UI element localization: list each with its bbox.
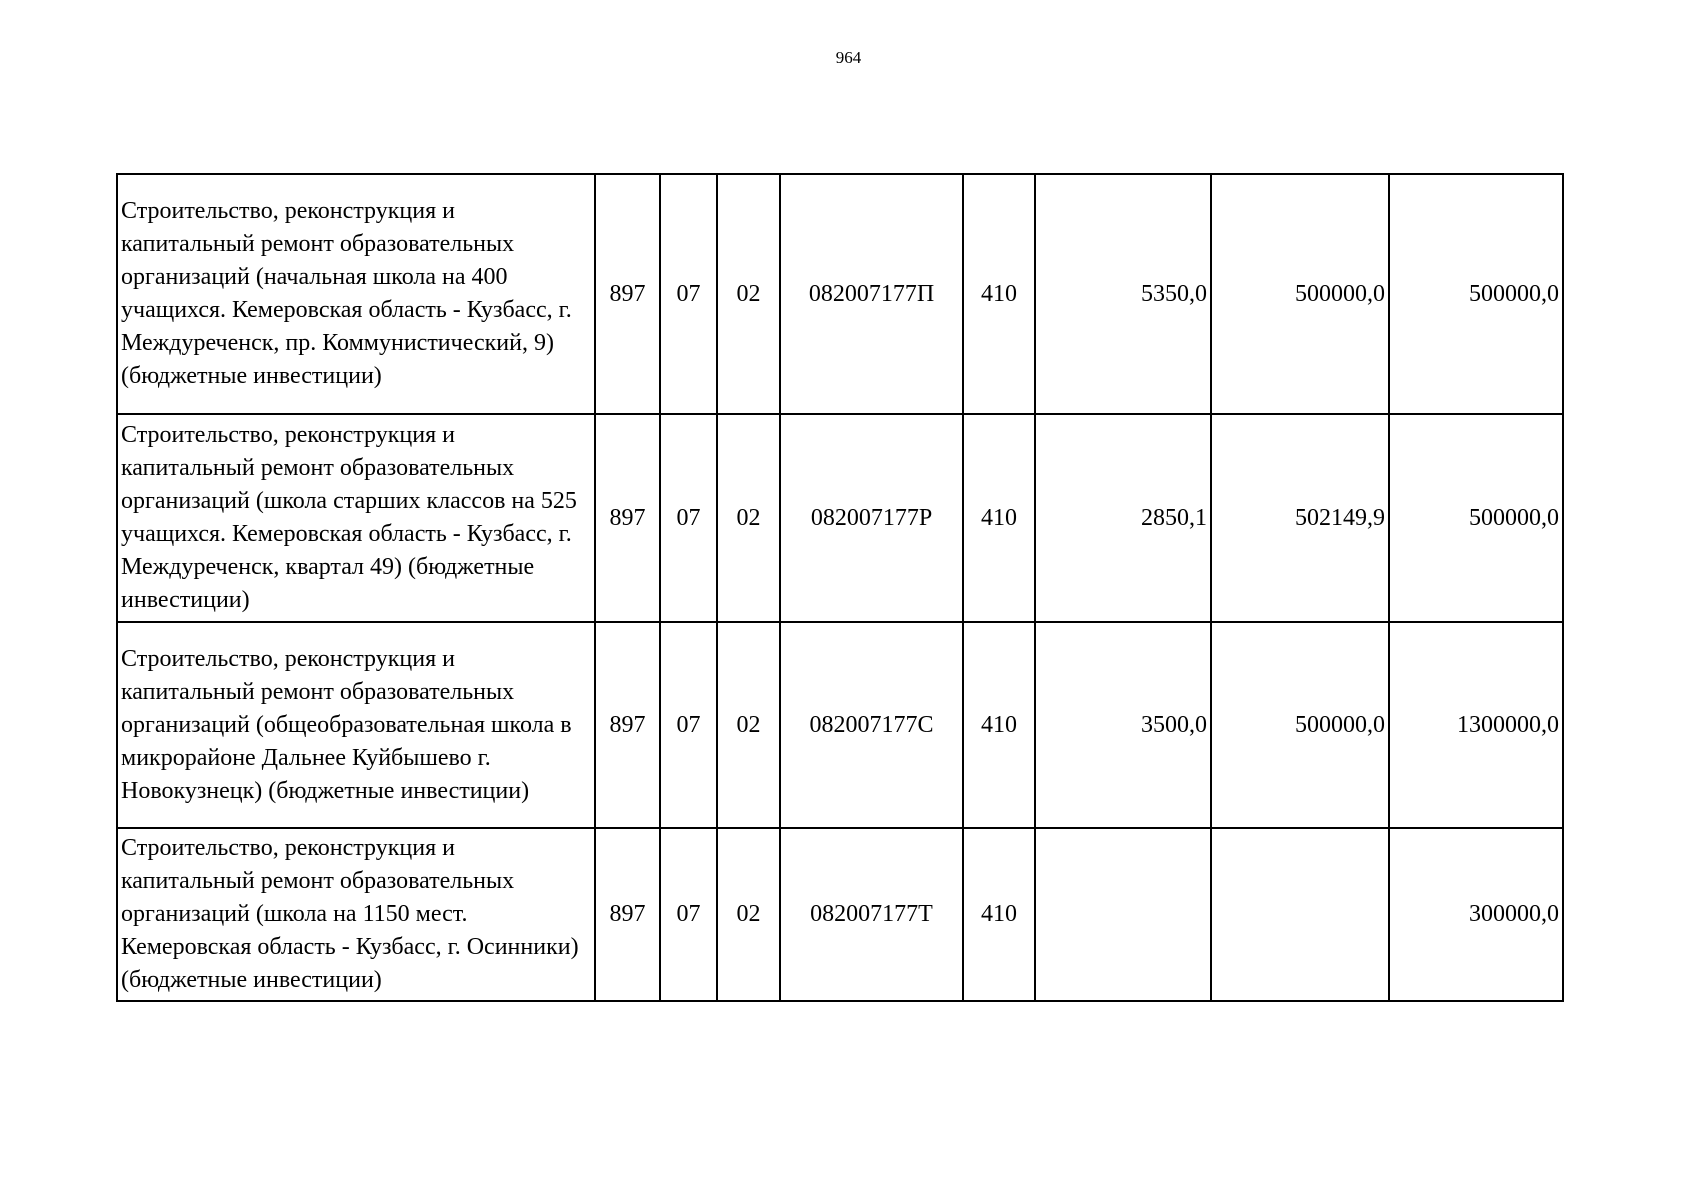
expense-name-cell: Строительство, реконструкция и капитальный ремонт образовательных организаций (школа на 1150 мест. Кемеровская область - Кузбасс, г. Осинники) (бюджетные инвестиции) — [117, 828, 595, 1001]
expense-type-cell: 410 — [963, 828, 1035, 1001]
subsection-code-cell: 02 — [717, 174, 780, 414]
amount-2-cell: 500000,0 — [1211, 622, 1389, 828]
amount-3-cell: 500000,0 — [1389, 414, 1563, 622]
target-code-cell: 082007177Т — [780, 828, 963, 1001]
amount-3-cell: 500000,0 — [1389, 174, 1563, 414]
expense-name-cell: Строительство, реконструкция и капитальный ремонт образовательных организаций (начальная школа на 400 учащихся. Кемеровская область - Кузбасс, г. Междуреченск, пр. Коммунистический, 9) (бюджетные инвестиции) — [117, 174, 595, 414]
amount-2-cell: 502149,9 — [1211, 414, 1389, 622]
amount-1-cell: 3500,0 — [1035, 622, 1211, 828]
section-code-cell: 07 — [660, 622, 717, 828]
amount-1-cell: 5350,0 — [1035, 174, 1211, 414]
amount-2-cell — [1211, 828, 1389, 1001]
table-row — [117, 622, 1563, 828]
ministry-code-cell: 897 — [595, 828, 660, 1001]
amount-2-cell: 500000,0 — [1211, 174, 1389, 414]
amount-3-cell: 1300000,0 — [1389, 622, 1563, 828]
ministry-code-cell: 897 — [595, 414, 660, 622]
expense-type-cell: 410 — [963, 174, 1035, 414]
section-code-cell: 07 — [660, 174, 717, 414]
target-code-cell: 082007177С — [780, 622, 963, 828]
target-code-cell: 082007177Р — [780, 414, 963, 622]
ministry-code-cell: 897 — [595, 174, 660, 414]
section-code-cell: 07 — [660, 828, 717, 1001]
page-number: 964 — [835, 48, 862, 67]
expense-type-cell: 410 — [963, 414, 1035, 622]
subsection-code-cell: 02 — [717, 622, 780, 828]
section-code-cell: 07 — [660, 414, 717, 622]
amount-1-cell — [1035, 828, 1211, 1001]
ministry-code-cell: 897 — [595, 622, 660, 828]
table-row — [117, 828, 1563, 1001]
amount-1-cell: 2850,1 — [1035, 414, 1211, 622]
expense-type-cell: 410 — [963, 622, 1035, 828]
table-row — [117, 414, 1563, 622]
expense-name-cell: Строительство, реконструкция и капитальный ремонт образовательных организаций (школа старших классов на 525 учащихся. Кемеровская область - Кузбасс, г. Междуреченск, квартал 49) (бюджетные инвестиции) — [117, 414, 595, 622]
table-row — [117, 174, 1563, 414]
subsection-code-cell: 02 — [717, 414, 780, 622]
amount-3-cell: 300000,0 — [1389, 828, 1563, 1001]
subsection-code-cell: 02 — [717, 828, 780, 1001]
budget-table — [116, 173, 1564, 1002]
expense-name-cell: Строительство, реконструкция и капитальный ремонт образовательных организаций (общеобразовательная школа в микрорайоне Дальнее Куйбышево г. Новокузнецк) (бюджетные инвестиции) — [117, 622, 595, 828]
target-code-cell: 082007177П — [780, 174, 963, 414]
